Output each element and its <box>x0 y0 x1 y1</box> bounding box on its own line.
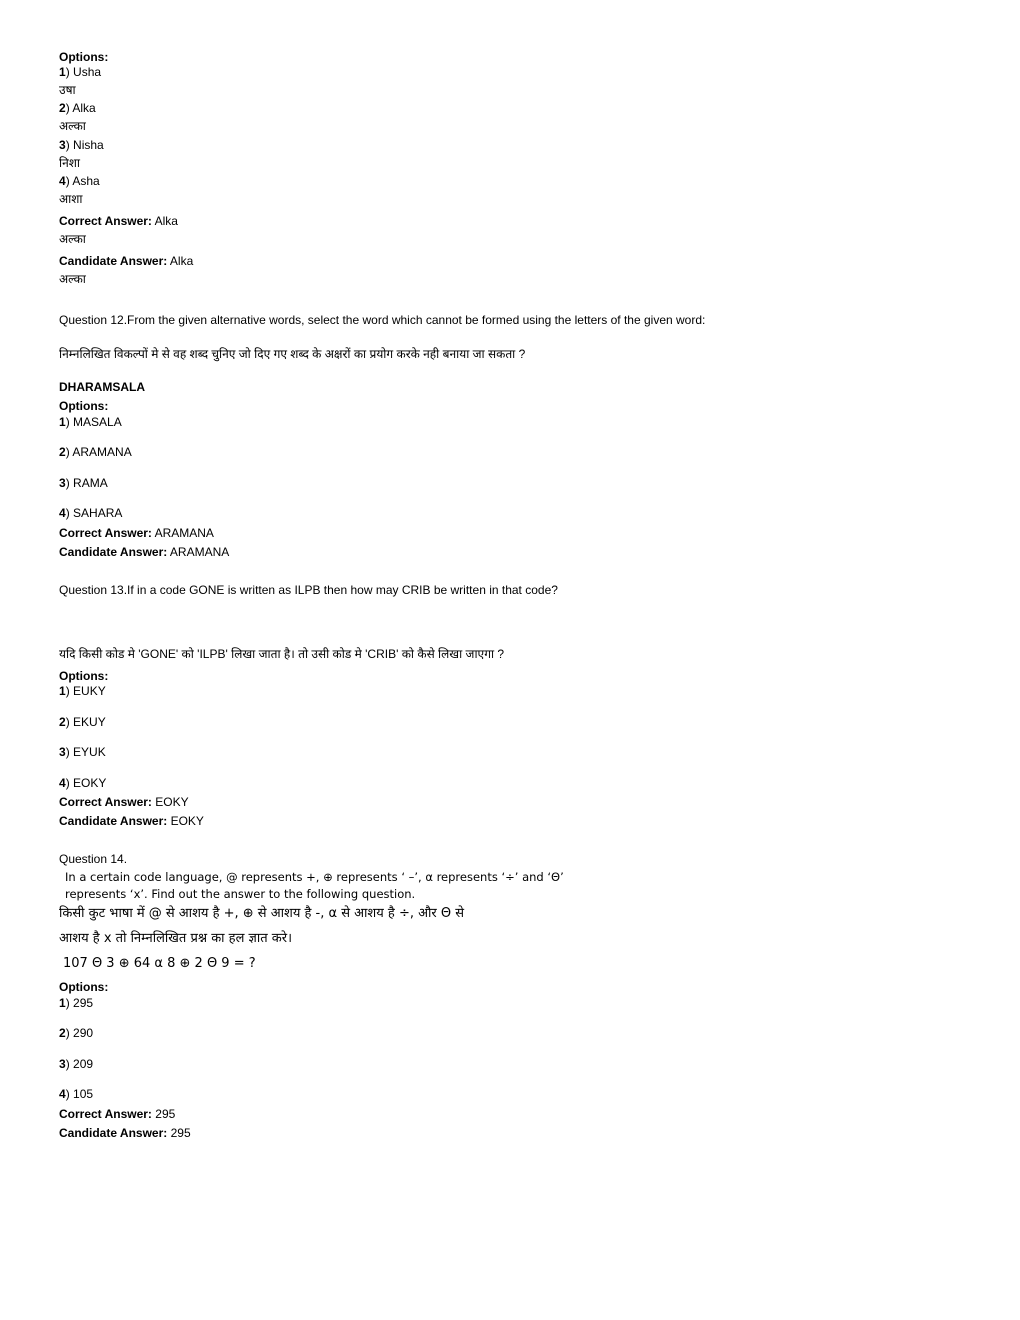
q14-option-3: 3) 209 <box>59 1057 94 1071</box>
q11-option-1-num: 1 <box>59 65 66 79</box>
q12-option-3-num: 3 <box>59 476 66 490</box>
q14-body-hi-line-1: किसी कुट भाषा में @ से आशय है +, ⊕ से आशय है -, α से आशय है ÷, और Θ से <box>59 906 465 921</box>
q11-option-2-num: 2 <box>59 101 66 115</box>
q12-option-2-num: 2 <box>59 445 66 459</box>
q12-candidate-label: Candidate Answer: <box>59 545 168 559</box>
q14-option-2-num: 2 <box>59 1026 66 1040</box>
q13-correct-label: Correct Answer: <box>59 795 152 809</box>
q13-option-2-num: 2 <box>59 715 66 729</box>
q14-correct-answer <box>59 1106 175 1122</box>
q12-option-2: 2) ARAMANA <box>59 445 132 459</box>
q14-option-1-text: 295 <box>73 996 94 1010</box>
q12-option-4: 4) SAHARA <box>59 506 123 520</box>
q13-option-3-text: EYUK <box>73 745 106 759</box>
q13-option-1-text: EUKY <box>73 684 106 698</box>
q14-correct-label: Correct Answer: <box>59 1107 152 1121</box>
q14-body-en-line-2: represents ‘x’. Find out the answer to the following question. <box>65 887 416 901</box>
q12-correct-answer <box>59 525 214 541</box>
q12-question-hindi: निम्नलिखित विकल्पों मे से वह शब्द चुनिए जो दिए गए शब्द के अक्षरों का प्रयोग करके नही बनाया जा सकता ? <box>59 347 526 361</box>
q11-correct-answer <box>59 213 178 229</box>
q11-correct-label: Correct Answer: <box>59 214 152 228</box>
q11-option-4: 4) Asha <box>59 174 100 188</box>
q11-option-3-hindi: निशा <box>59 156 81 170</box>
q12-option-1: 1) MASALA <box>59 415 122 429</box>
q11-option-1: 1) Usha <box>59 65 102 79</box>
q13-option-2: 2) EKUY <box>59 715 106 729</box>
q12-option-3: 3) RAMA <box>59 476 108 490</box>
q14-correct-value: 295 <box>155 1107 176 1121</box>
q13-option-3-num: 3 <box>59 745 66 759</box>
q11-candidate-answer <box>59 253 193 269</box>
q11-correct-value: Alka <box>154 214 178 228</box>
q14-body-en-line-1: In a certain code language, @ represents +, ⊕ represents ‘ –’, α represents ‘÷’ and ‘Θ’ <box>65 870 564 884</box>
q13-option-4: 4) EOKY <box>59 776 107 790</box>
q11-candidate-value: Alka <box>169 254 194 268</box>
q11-option-4-num: 4 <box>59 174 66 188</box>
q13-option-1: 1) EUKY <box>59 684 106 698</box>
q11-options-label: Options: <box>59 50 109 64</box>
q11-candidate-label: Candidate Answer: <box>59 254 168 268</box>
q12-question-text: Question 12.From the given alternative words, select the word which cannot be formed using the letters of the given word: <box>59 313 706 327</box>
q13-option-2-text: EKUY <box>73 715 106 729</box>
q14-option-1-num: 1 <box>59 996 66 1010</box>
q14-option-1: 1) 295 <box>59 996 94 1010</box>
q12-candidate-answer <box>59 544 229 560</box>
q11-option-3: 3) Nisha <box>59 138 104 152</box>
q11-candidate-hindi: अल्का <box>59 272 86 286</box>
q11-option-3-text: Nisha <box>73 138 104 152</box>
q11-option-4-hindi: आशा <box>59 192 83 206</box>
q11-option-1-hindi: उषा <box>59 83 76 97</box>
q14-candidate-answer <box>59 1125 191 1141</box>
q13-correct-value: EOKY <box>155 795 189 809</box>
q12-option-1-num: 1 <box>59 415 66 429</box>
q12-option-3-text: RAMA <box>73 476 108 490</box>
q13-option-4-num: 4 <box>59 776 66 790</box>
q12-option-2-text: ARAMANA <box>72 445 132 459</box>
q14-option-4: 4) 105 <box>59 1087 94 1101</box>
q12-given-word: DHARAMSALA <box>59 380 145 394</box>
q11-correct-hindi: अल्का <box>59 232 86 246</box>
q13-correct-answer <box>59 794 189 810</box>
q13-candidate-label: Candidate Answer: <box>59 814 168 828</box>
q14-option-3-num: 3 <box>59 1057 66 1071</box>
q11-option-2: 2) Alka <box>59 101 96 115</box>
q11-option-2-hindi: अल्का <box>59 119 86 133</box>
q14-options-label: Options: <box>59 980 109 994</box>
q11-option-2-text: Alka <box>72 101 96 115</box>
q14-option-4-text: 105 <box>73 1087 94 1101</box>
q13-option-1-num: 1 <box>59 684 66 698</box>
q12-option-1-text: MASALA <box>73 415 122 429</box>
q14-equation: 107 Θ 3 ⊕ 64 α 8 ⊕ 2 Θ 9 = ? <box>63 956 256 971</box>
q14-heading: Question 14. <box>59 852 128 866</box>
q14-option-2: 2) 290 <box>59 1026 94 1040</box>
q12-correct-label: Correct Answer: <box>59 526 152 540</box>
q14-option-2-text: 290 <box>73 1026 94 1040</box>
q14-option-3-text: 209 <box>73 1057 94 1071</box>
q14-body-hi-line-2: आशय है x तो निम्नलिखित प्रश्न का हल ज्ञात करे। <box>59 931 292 946</box>
q12-option-4-num: 4 <box>59 506 66 520</box>
q13-option-3: 3) EYUK <box>59 745 106 759</box>
q12-candidate-value: ARAMANA <box>169 545 230 559</box>
q14-candidate-value: 295 <box>170 1126 191 1140</box>
q12-options-label: Options: <box>59 399 109 413</box>
q11-option-3-num: 3 <box>59 138 66 152</box>
q13-option-4-text: EOKY <box>73 776 107 790</box>
q13-options-label: Options: <box>59 669 109 683</box>
q13-candidate-answer <box>59 813 204 829</box>
q13-candidate-value: EOKY <box>170 814 204 828</box>
document-page <box>59 0 959 1320</box>
q13-question-hindi: यदि किसी कोड मे 'GONE' को 'ILPB' लिखा जाता है। तो उसी कोड मे 'CRIB' को कैसे लिखा जाएगा ? <box>59 647 505 661</box>
q14-candidate-label: Candidate Answer: <box>59 1126 168 1140</box>
q11-option-1-text: Usha <box>73 65 102 79</box>
q12-correct-value: ARAMANA <box>154 526 214 540</box>
q13-question-text: Question 13.If in a code GONE is written as ILPB then how may CRIB be written in that code? <box>59 583 558 597</box>
q12-option-4-text: SAHARA <box>73 506 123 520</box>
q11-option-4-text: Asha <box>72 174 100 188</box>
q14-option-4-num: 4 <box>59 1087 66 1101</box>
